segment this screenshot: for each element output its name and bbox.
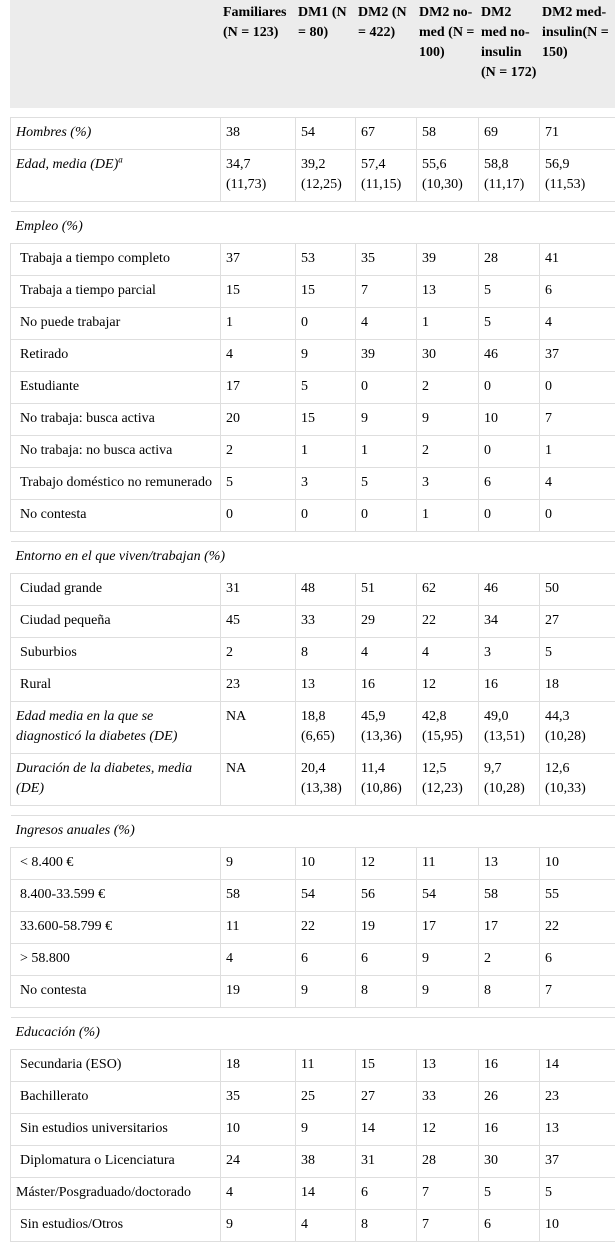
table-row xyxy=(11,976,615,1008)
row-label: Edad media en la que se diagnosticó la diabetes (DE) xyxy=(16,709,177,744)
row-label-cell xyxy=(11,880,221,912)
row-label-cell xyxy=(11,244,221,276)
table-cell: 1 xyxy=(417,308,479,340)
table-cell: 39 xyxy=(356,340,417,372)
table-row xyxy=(11,574,615,606)
row-label: Trabaja a tiempo parcial xyxy=(20,283,156,298)
table-cell: 55 xyxy=(540,880,615,912)
table-row xyxy=(11,1082,615,1114)
table-cell: 12,5 (12,23) xyxy=(417,754,479,806)
table-cell: 19 xyxy=(221,976,296,1008)
table-cell: 5 xyxy=(356,468,417,500)
row-label-cell xyxy=(11,670,221,702)
table-cell: 45,9 (13,36) xyxy=(356,702,417,754)
table-cell: 6 xyxy=(540,276,615,308)
table-cell: 54 xyxy=(417,880,479,912)
table-cell: 6 xyxy=(356,944,417,976)
section-header-row xyxy=(11,212,615,244)
table-row xyxy=(11,606,615,638)
row-label: Secundaria (ESO) xyxy=(20,1057,121,1072)
table-cell: 51 xyxy=(356,574,417,606)
table-cell: 11 xyxy=(417,848,479,880)
table-cell: 0 xyxy=(356,372,417,404)
table-cell: 42,8 (15,95) xyxy=(417,702,479,754)
row-label: Edad, media (DE) xyxy=(16,157,118,172)
table-row xyxy=(11,468,615,500)
row-label-cell xyxy=(11,912,221,944)
table-row xyxy=(11,848,615,880)
table-cell: 57,4 (11,15) xyxy=(356,150,417,202)
table-cell: 56 xyxy=(356,880,417,912)
table-cell: 16 xyxy=(479,1114,540,1146)
row-label-cell xyxy=(11,276,221,308)
table-cell: 6 xyxy=(356,1178,417,1210)
table-cell: 15 xyxy=(221,276,296,308)
table-row xyxy=(11,880,615,912)
table-cell: 53 xyxy=(296,244,356,276)
table-cell: 4 xyxy=(540,308,615,340)
table-row xyxy=(11,1210,615,1242)
table-row xyxy=(11,150,615,202)
footnote-marker: a xyxy=(118,154,123,164)
table-cell: 15 xyxy=(356,1050,417,1082)
table-cell: 6 xyxy=(479,468,540,500)
table-cell: 31 xyxy=(356,1146,417,1178)
row-label: Trabajo doméstico no remunerado xyxy=(20,475,212,490)
row-label: No trabaja: no busca activa xyxy=(20,443,172,458)
table-row xyxy=(11,500,615,532)
row-label-cell xyxy=(11,308,221,340)
table-cell: 16 xyxy=(479,670,540,702)
table-cell: 38 xyxy=(221,118,296,150)
table-row xyxy=(11,372,615,404)
row-label-cell xyxy=(11,500,221,532)
table-row xyxy=(11,404,615,436)
table-header xyxy=(11,1,615,108)
table-row xyxy=(11,1178,615,1210)
table-cell: 13 xyxy=(296,670,356,702)
row-label-cell xyxy=(11,436,221,468)
table-cell: 62 xyxy=(417,574,479,606)
table-cell: 2 xyxy=(417,372,479,404)
table-cell: 29 xyxy=(356,606,417,638)
table-cell: 69 xyxy=(479,118,540,150)
table-cell: 9 xyxy=(221,1210,296,1242)
table-cell: 0 xyxy=(221,500,296,532)
table-cell: 13 xyxy=(540,1114,615,1146)
table-row xyxy=(11,1146,615,1178)
table-cell: 55,6 (10,30) xyxy=(417,150,479,202)
row-label-cell xyxy=(11,468,221,500)
table-cell: 22 xyxy=(540,912,615,944)
table-cell: 6 xyxy=(540,944,615,976)
table-cell: 37 xyxy=(540,1146,615,1178)
spacer-cell xyxy=(11,108,615,118)
row-label-cell xyxy=(11,702,221,754)
table-cell: 1 xyxy=(221,308,296,340)
table-cell: 9 xyxy=(296,340,356,372)
header-row xyxy=(11,1,615,108)
row-label-cell xyxy=(11,150,221,202)
table-cell: 14 xyxy=(356,1114,417,1146)
table-cell: 34,7 (11,73) xyxy=(221,150,296,202)
section-title: Empleo (%) xyxy=(11,212,615,244)
table-cell: 11,4 (10,86) xyxy=(356,754,417,806)
table-cell: 39 xyxy=(417,244,479,276)
row-label: No contesta xyxy=(20,983,86,998)
table-cell: 9 xyxy=(417,944,479,976)
spacer-cell xyxy=(11,1008,615,1018)
table-row xyxy=(11,308,615,340)
table-cell: 34 xyxy=(479,606,540,638)
table-cell: 31 xyxy=(221,574,296,606)
table-cell: 13 xyxy=(417,276,479,308)
row-label-cell xyxy=(11,1210,221,1242)
table-cell: 7 xyxy=(417,1210,479,1242)
table-cell: 0 xyxy=(479,436,540,468)
table-cell: 4 xyxy=(417,638,479,670)
table-row xyxy=(11,912,615,944)
row-label: Sin estudios universitarios xyxy=(20,1121,168,1136)
table-row xyxy=(11,244,615,276)
table-cell: 26 xyxy=(479,1082,540,1114)
row-label-cell xyxy=(11,574,221,606)
table-row xyxy=(11,118,615,150)
table-cell: 4 xyxy=(540,468,615,500)
spacer-row xyxy=(11,202,615,212)
column-header: DM1 (N = 80) xyxy=(296,1,356,108)
table-cell: 14 xyxy=(296,1178,356,1210)
table-cell: 10 xyxy=(540,848,615,880)
table-cell: 30 xyxy=(479,1146,540,1178)
table-cell: 5 xyxy=(479,308,540,340)
table-cell: 45 xyxy=(221,606,296,638)
table-cell: 4 xyxy=(221,340,296,372)
spacer-row xyxy=(11,806,615,816)
column-header: DM2 (N = 422) xyxy=(356,1,417,108)
table-cell: 15 xyxy=(296,276,356,308)
table-cell: 3 xyxy=(296,468,356,500)
table-cell: 0 xyxy=(356,500,417,532)
table-row xyxy=(11,702,615,754)
row-label: Sin estudios/Otros xyxy=(20,1217,123,1232)
table-cell: 2 xyxy=(479,944,540,976)
table-cell: 14 xyxy=(540,1050,615,1082)
table-row xyxy=(11,340,615,372)
table-cell: 11 xyxy=(296,1050,356,1082)
table-cell: 23 xyxy=(221,670,296,702)
table-cell: 20 xyxy=(221,404,296,436)
table-cell: 12,6 (10,33) xyxy=(540,754,615,806)
table-row xyxy=(11,944,615,976)
section-header-row xyxy=(11,1018,615,1050)
row-label-cell xyxy=(11,404,221,436)
table-cell: 9 xyxy=(296,976,356,1008)
table-cell: 5 xyxy=(296,372,356,404)
table-row xyxy=(11,1050,615,1082)
row-label: No contesta xyxy=(20,507,86,522)
spacer-cell xyxy=(11,806,615,816)
table-cell: 25 xyxy=(296,1082,356,1114)
table-cell: 5 xyxy=(479,276,540,308)
row-label-cell xyxy=(11,340,221,372)
table-cell: 48 xyxy=(296,574,356,606)
table-cell: 15 xyxy=(296,404,356,436)
table-cell: 17 xyxy=(479,912,540,944)
table-cell: 4 xyxy=(221,1178,296,1210)
table-container xyxy=(10,0,615,1242)
table-cell: 1 xyxy=(296,436,356,468)
table-cell: 58 xyxy=(417,118,479,150)
table-cell: 4 xyxy=(296,1210,356,1242)
table-cell: 10 xyxy=(479,404,540,436)
table-row xyxy=(11,276,615,308)
row-label: No trabaja: busca activa xyxy=(20,411,155,426)
table-cell: 17 xyxy=(417,912,479,944)
table-cell: 37 xyxy=(540,340,615,372)
column-header: DM2 med-insulin(N = 150) xyxy=(540,1,615,108)
spacer-row xyxy=(11,108,615,118)
table-cell: 4 xyxy=(356,638,417,670)
row-label-cell xyxy=(11,754,221,806)
table-cell: 8 xyxy=(356,1210,417,1242)
table-cell: 58,8 (11,17) xyxy=(479,150,540,202)
table-cell: 7 xyxy=(540,404,615,436)
row-label: > 58.800 xyxy=(20,951,70,966)
row-label: Diplomatura o Licenciatura xyxy=(20,1153,175,1168)
row-label-cell xyxy=(11,976,221,1008)
table-cell: 27 xyxy=(356,1082,417,1114)
section-title: Ingresos anuales (%) xyxy=(11,816,615,848)
row-label-cell xyxy=(11,606,221,638)
table-cell: 13 xyxy=(417,1050,479,1082)
table-cell: 28 xyxy=(479,244,540,276)
table-cell: 54 xyxy=(296,118,356,150)
table-cell: 33 xyxy=(296,606,356,638)
table-cell: 54 xyxy=(296,880,356,912)
table-cell: 3 xyxy=(417,468,479,500)
spacer-row xyxy=(11,1008,615,1018)
row-label-cell xyxy=(11,372,221,404)
table-cell: 24 xyxy=(221,1146,296,1178)
table-cell: 11 xyxy=(221,912,296,944)
row-label: Duración de la diabetes, media (DE) xyxy=(16,761,192,796)
row-label: Bachillerato xyxy=(20,1089,88,1104)
table-row xyxy=(11,1114,615,1146)
spacer-cell xyxy=(11,532,615,542)
table-cell: 16 xyxy=(356,670,417,702)
table-cell: 44,3 (10,28) xyxy=(540,702,615,754)
row-label-cell xyxy=(11,848,221,880)
column-header: DM2 no-med (N = 100) xyxy=(417,1,479,108)
table-cell: 1 xyxy=(540,436,615,468)
table-cell: 67 xyxy=(356,118,417,150)
table-cell: 71 xyxy=(540,118,615,150)
table-cell: 12 xyxy=(356,848,417,880)
demographics-table xyxy=(10,0,615,1242)
row-label: Rural xyxy=(20,677,51,692)
table-cell: 56,9 (11,53) xyxy=(540,150,615,202)
row-label-cell xyxy=(11,1146,221,1178)
table-cell: 18 xyxy=(221,1050,296,1082)
table-cell: 10 xyxy=(296,848,356,880)
table-cell: 49,0 (13,51) xyxy=(479,702,540,754)
row-label: Estudiante xyxy=(20,379,79,394)
row-label: Máster/Posgraduado/doctorado xyxy=(16,1185,191,1200)
table-row xyxy=(11,638,615,670)
row-label: Ciudad pequeña xyxy=(20,613,111,628)
table-cell: 2 xyxy=(221,638,296,670)
table-cell: 37 xyxy=(221,244,296,276)
table-cell: 58 xyxy=(479,880,540,912)
table-cell: 8 xyxy=(296,638,356,670)
row-label: 33.600-58.799 € xyxy=(20,919,112,934)
table-cell: 18,8 (6,65) xyxy=(296,702,356,754)
table-cell: 23 xyxy=(540,1082,615,1114)
row-label: Suburbios xyxy=(20,645,77,660)
table-cell: 8 xyxy=(356,976,417,1008)
row-label-cell xyxy=(11,638,221,670)
row-label: < 8.400 € xyxy=(20,855,73,870)
table-cell: 35 xyxy=(356,244,417,276)
row-label-cell xyxy=(11,1082,221,1114)
table-cell: 50 xyxy=(540,574,615,606)
section-title: Entorno en el que viven/trabajan (%) xyxy=(11,542,615,574)
row-label: No puede trabajar xyxy=(20,315,120,330)
table-cell: 1 xyxy=(417,500,479,532)
table-cell: NA xyxy=(221,754,296,806)
header-blank xyxy=(11,1,221,108)
table-cell: 5 xyxy=(540,1178,615,1210)
table-cell: 0 xyxy=(540,372,615,404)
section-title: Educación (%) xyxy=(11,1018,615,1050)
table-cell: 4 xyxy=(221,944,296,976)
section-header-row xyxy=(11,542,615,574)
table-cell: NA xyxy=(221,702,296,754)
table-cell: 22 xyxy=(417,606,479,638)
table-cell: 6 xyxy=(479,1210,540,1242)
table-cell: 9 xyxy=(356,404,417,436)
table-cell: 9 xyxy=(296,1114,356,1146)
table-cell: 9 xyxy=(417,404,479,436)
table-cell: 12 xyxy=(417,670,479,702)
row-label-cell xyxy=(11,1178,221,1210)
table-row xyxy=(11,754,615,806)
table-cell: 10 xyxy=(221,1114,296,1146)
row-label-cell xyxy=(11,1050,221,1082)
table-cell: 9 xyxy=(221,848,296,880)
table-cell: 0 xyxy=(479,500,540,532)
row-label: Trabaja a tiempo completo xyxy=(20,251,170,266)
table-cell: 27 xyxy=(540,606,615,638)
table-cell: 20,4 (13,38) xyxy=(296,754,356,806)
table-cell: 3 xyxy=(479,638,540,670)
table-cell: 7 xyxy=(417,1178,479,1210)
row-label-cell xyxy=(11,1114,221,1146)
column-header: Familiares (N = 123) xyxy=(221,1,296,108)
table-cell: 9,7 (10,28) xyxy=(479,754,540,806)
table-cell: 39,2 (12,25) xyxy=(296,150,356,202)
table-cell: 2 xyxy=(417,436,479,468)
table-cell: 6 xyxy=(296,944,356,976)
table-cell: 18 xyxy=(540,670,615,702)
section-header-row xyxy=(11,816,615,848)
table-cell: 22 xyxy=(296,912,356,944)
table-cell: 0 xyxy=(479,372,540,404)
table-cell: 19 xyxy=(356,912,417,944)
table-cell: 38 xyxy=(296,1146,356,1178)
table-cell: 17 xyxy=(221,372,296,404)
table-cell: 8 xyxy=(479,976,540,1008)
table-cell: 7 xyxy=(356,276,417,308)
table-cell: 2 xyxy=(221,436,296,468)
table-cell: 1 xyxy=(356,436,417,468)
table-cell: 35 xyxy=(221,1082,296,1114)
table-cell: 30 xyxy=(417,340,479,372)
table-cell: 41 xyxy=(540,244,615,276)
table-cell: 46 xyxy=(479,574,540,606)
table-cell: 9 xyxy=(417,976,479,1008)
table-cell: 5 xyxy=(479,1178,540,1210)
row-label-cell xyxy=(11,944,221,976)
spacer-cell xyxy=(11,202,615,212)
table-row xyxy=(11,436,615,468)
row-label: Retirado xyxy=(20,347,68,362)
row-label: 8.400-33.599 € xyxy=(20,887,105,902)
table-cell: 0 xyxy=(540,500,615,532)
table-row xyxy=(11,670,615,702)
table-body xyxy=(11,108,615,1242)
table-cell: 13 xyxy=(479,848,540,880)
table-cell: 46 xyxy=(479,340,540,372)
table-cell: 12 xyxy=(417,1114,479,1146)
table-cell: 28 xyxy=(417,1146,479,1178)
row-label-cell xyxy=(11,118,221,150)
table-cell: 58 xyxy=(221,880,296,912)
table-cell: 5 xyxy=(221,468,296,500)
table-cell: 16 xyxy=(479,1050,540,1082)
table-cell: 7 xyxy=(540,976,615,1008)
table-cell: 4 xyxy=(356,308,417,340)
row-label: Hombres (%) xyxy=(16,125,91,140)
table-cell: 0 xyxy=(296,500,356,532)
table-cell: 5 xyxy=(540,638,615,670)
row-label: Ciudad grande xyxy=(20,581,102,596)
table-cell: 10 xyxy=(540,1210,615,1242)
column-header: DM2 med no-insulin (N = 172) xyxy=(479,1,540,108)
table-cell: 0 xyxy=(296,308,356,340)
spacer-row xyxy=(11,532,615,542)
table-cell: 33 xyxy=(417,1082,479,1114)
